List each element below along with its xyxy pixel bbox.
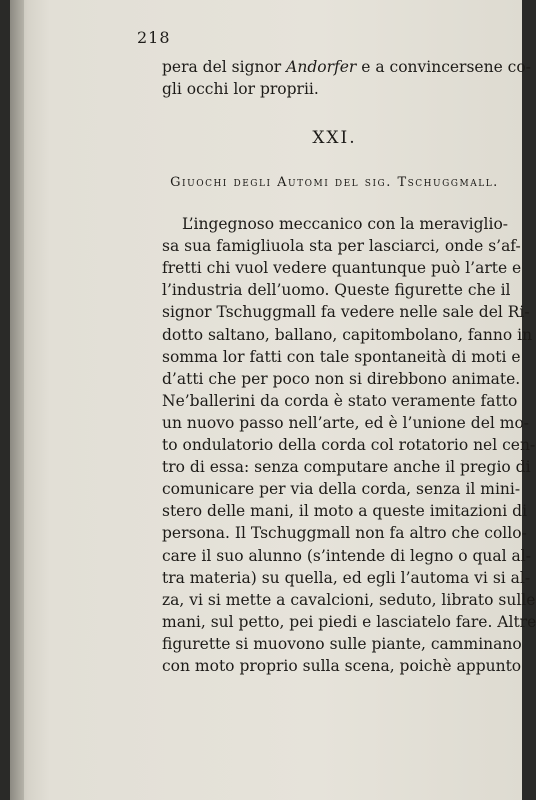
body-line: l’industria dell’uomo. Queste figurette che il bbox=[162, 281, 511, 300]
body-line: comunicare per via della corda, senza il mini- bbox=[162, 480, 521, 499]
body-line: stero delle mani, il moto a queste imitazioni di bbox=[162, 502, 528, 521]
book-page bbox=[10, 0, 536, 800]
opening-line-1 bbox=[162, 57, 531, 79]
opening-line-1-b: e a convincersene co- bbox=[356, 58, 531, 76]
body-line: L’ingegnoso meccanico con la meraviglio- bbox=[182, 215, 509, 233]
section-numeral: XXI. bbox=[312, 128, 357, 148]
body-line: fretti chi vuol vedere quantunque può l’arte e bbox=[162, 259, 522, 278]
section-title: Giuochi degli Automi del sig. Tschuggmall. bbox=[170, 175, 499, 190]
body-line: un nuovo passo nell’arte, ed è l’unione del mo- bbox=[162, 413, 530, 432]
body-line: persona. Il Tschuggmall non fa altro che collo- bbox=[162, 524, 527, 543]
body-line: figurette si muovono sulle piante, camminano bbox=[162, 634, 522, 653]
body-line: mani, sul petto, pei piedi e lasciatelo fare. Altre bbox=[162, 612, 536, 631]
body-line: con moto proprio sulla scena, poichè appunto bbox=[162, 657, 522, 675]
body-line: sa sua famigliuola sta per lasciarci, onde s’af- bbox=[162, 237, 521, 256]
opening-line-2: gli occhi lor proprii. bbox=[162, 80, 319, 98]
opening-italic-name: Andorfer bbox=[286, 58, 357, 76]
body-line: signor Tschuggmall fa vedere nelle sale del Ri- bbox=[162, 303, 530, 322]
body-line: za, vi si mette a cavalcioni, seduto, librato sulle bbox=[162, 590, 536, 609]
body-line: d’atti che per poco non si direbbono animate. bbox=[162, 369, 521, 388]
body-line: tra materia) su quella, ed egli l’automa vi si al- bbox=[162, 568, 531, 587]
body-line: dotto saltano, ballano, capitombolano, fanno in bbox=[162, 325, 533, 344]
page-number: 218 bbox=[137, 28, 171, 47]
body-line: somma lor fatti con tale spontaneità di moti e bbox=[162, 347, 521, 366]
body-line: tro di essa: senza computare anche il pregio di bbox=[162, 458, 531, 477]
opening-line-1-a: pera del signor bbox=[162, 58, 287, 76]
body-line: to ondulatorio della corda col rotatorio nel cen- bbox=[162, 436, 536, 454]
body-line: care il suo alunno (s’intende di legno o qual al- bbox=[162, 546, 531, 565]
book-spine-shadow bbox=[10, 0, 24, 800]
body-line: Ne’ballerini da corda è stato veramente fatto bbox=[162, 391, 518, 410]
